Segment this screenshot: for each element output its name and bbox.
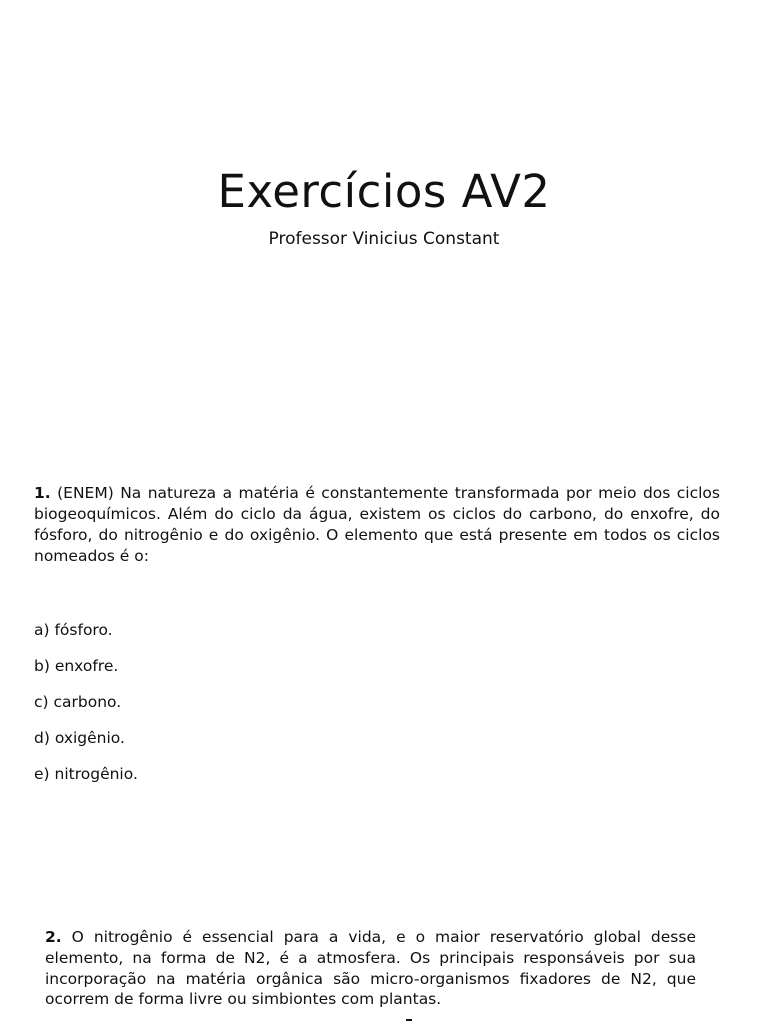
question-text: O nitrogênio é essencial para a vida, e o maior reservatório global desse elemento, na forma de N2, é a atmosfera. Os principais responsáveis por sua incorporação na matéria orgânica são micro-organismos fixadores de N2, que ocorrem de forma livre ou simbiontes com plantas. xyxy=(45,928,696,1009)
question-text: (ENEM) Na natureza a matéria é constantemente transformada por meio dos ciclos biogeoquímicos. Além do ciclo da água, existem os ciclos do carbono, do enxofre, do fósforo, do nitrogênio e do oxigênio. O elemento que está presente em todos os ciclos nomeados é o: xyxy=(34,484,720,565)
question-number: 1. xyxy=(34,484,51,502)
page-title: Exercícios AV2 xyxy=(217,165,551,218)
question-1 xyxy=(34,483,720,567)
cut-off-text-mark xyxy=(406,1019,412,1021)
question-number: 2. xyxy=(45,928,62,946)
option-c: c) carbono. xyxy=(34,693,122,711)
option-a: a) fósforo. xyxy=(34,621,113,639)
option-b: b) enxofre. xyxy=(34,657,119,675)
question-2 xyxy=(45,927,696,1010)
page-subtitle: Professor Vinicius Constant xyxy=(268,229,500,249)
answer-options xyxy=(34,619,720,799)
option-e: e) nitrogênio. xyxy=(34,765,138,783)
option-d: d) oxigênio. xyxy=(34,729,125,747)
